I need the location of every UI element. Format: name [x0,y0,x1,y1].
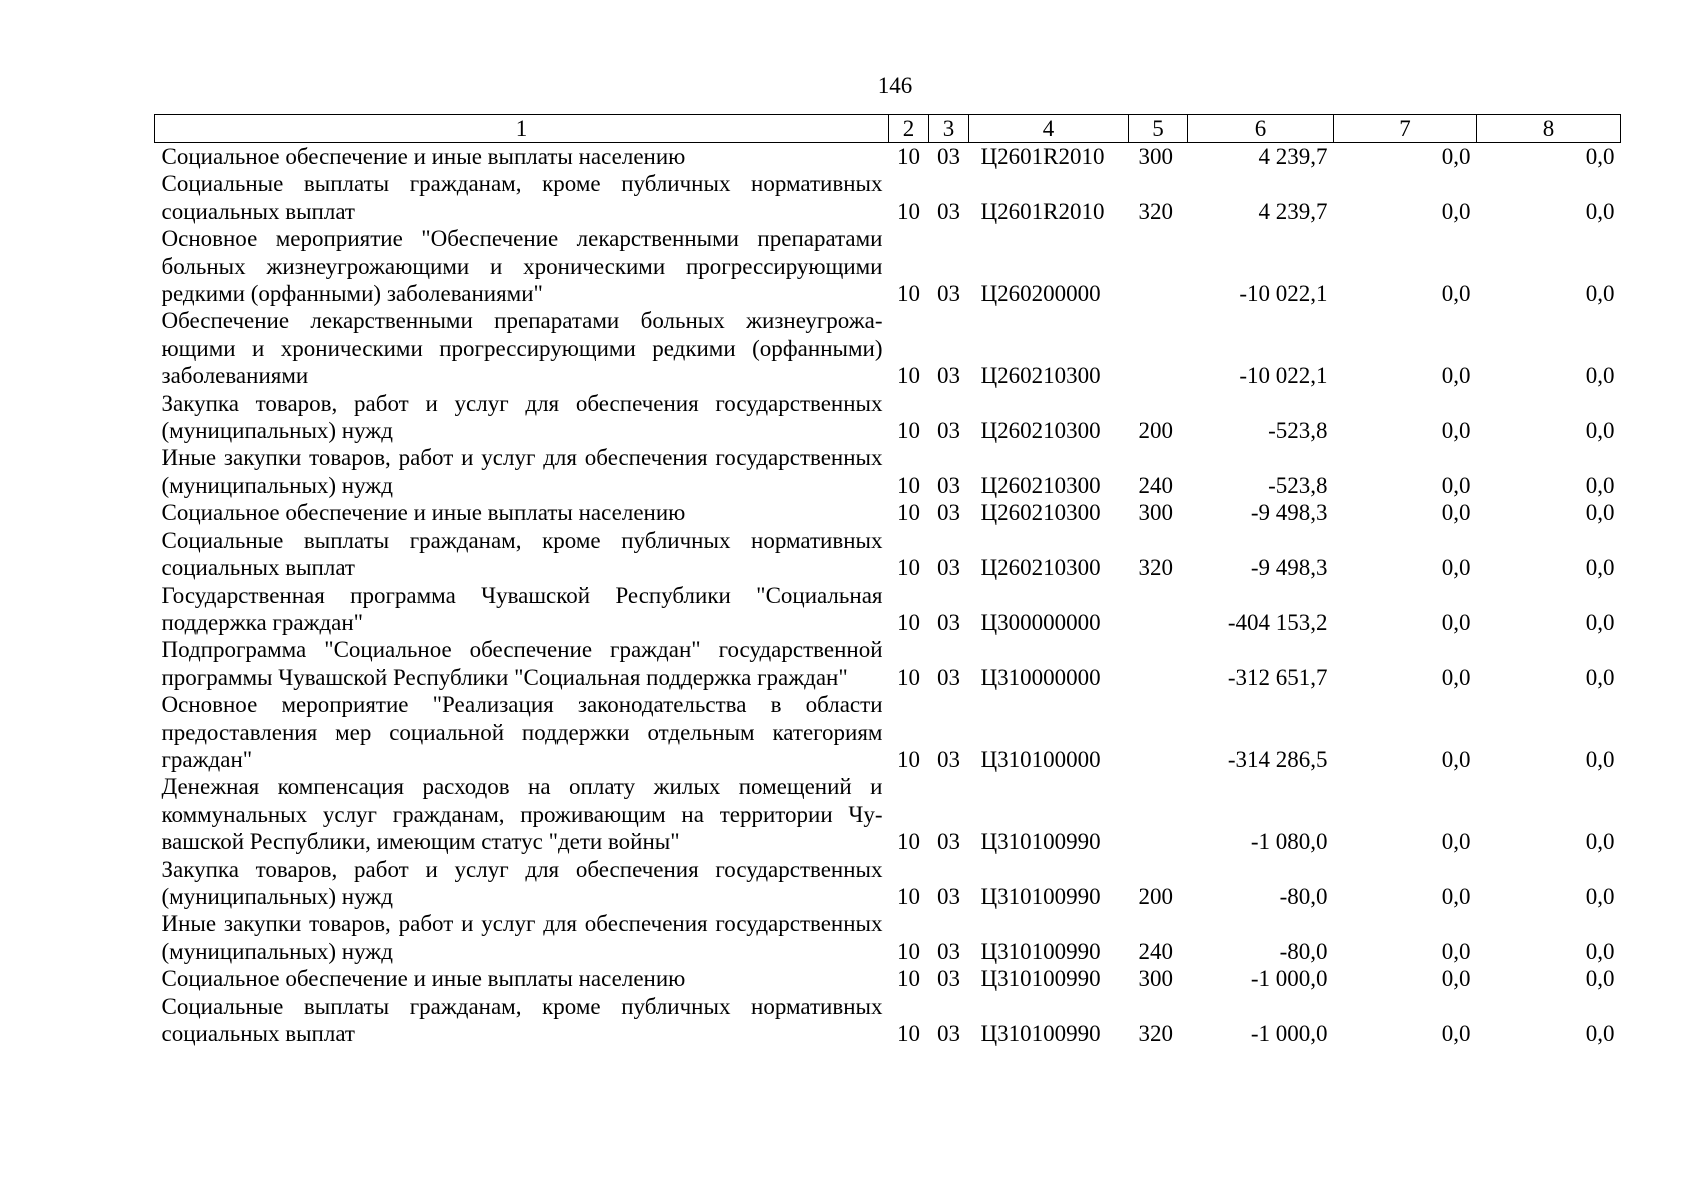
row-amount-col8: 0,0 [1585,609,1615,635]
table-row [155,307,1621,389]
row-subsection: 03 [937,829,960,855]
row-expense-type: 300 [1138,500,1173,526]
table-row [155,170,1621,225]
row-amount-col6: 4 239,7 [1258,144,1328,169]
row-amount-col7: 0,0 [1441,555,1471,581]
row-amount-col7: 0,0 [1441,363,1471,389]
row-expense-type [1129,225,1188,307]
column-header-7: 7 [1334,115,1477,143]
row-section: 10 [897,500,920,526]
table-row [155,499,1621,526]
row-section: 10 [897,472,920,498]
header-row [155,115,1621,143]
row-expense-type [1129,636,1188,691]
row-name: Социальное обеспечение и иные выплаты населению [161,144,686,169]
row-target-article: Ц310100000 [980,746,1101,772]
row-amount-col6: 4 239,7 [1258,198,1328,224]
row-expense-type: 240 [1138,938,1173,964]
row-subsection: 03 [937,555,960,581]
row-subsection: 03 [937,363,960,389]
row-amount-col8: 0,0 [1585,144,1615,169]
row-amount-col6: -314 286,5 [1227,746,1328,772]
row-amount-col6: -80,0 [1279,883,1328,909]
row-target-article: Ц260210300 [980,500,1101,526]
row-amount-col6: -10 022,1 [1239,281,1328,307]
row-section: 10 [897,555,920,581]
row-amount-col8: 0,0 [1585,555,1615,581]
table-row [155,993,1621,1048]
row-expense-type: 320 [1138,555,1173,581]
budget-table [154,114,1621,1047]
row-amount-col8: 0,0 [1585,281,1615,307]
row-amount-col8: 0,0 [1585,829,1615,855]
row-name: Иные закупки товаров, работ и услуг для обеспечения государственных (муниципальных) нужд [161,911,883,964]
table-row [155,636,1621,691]
row-expense-type [1129,582,1188,637]
row-expense-type: 320 [1138,198,1173,224]
row-amount-col6: -1 000,0 [1250,966,1328,992]
row-target-article: Ц2601R2010 [980,144,1105,169]
row-target-article: Ц310000000 [980,664,1101,690]
row-amount-col6: -1 000,0 [1250,1021,1328,1046]
column-header-4: 4 [969,115,1129,143]
row-amount-col7: 0,0 [1441,938,1471,964]
column-header-5: 5 [1129,115,1188,143]
row-amount-col8: 0,0 [1585,883,1615,909]
row-name: Социальные выплаты гражданам, кроме публичных нормативных социальных выплат [161,171,883,224]
row-target-article: Ц310100990 [980,966,1101,992]
row-name: Денежная компенсация расходов на оплату жилых помещений и коммунальных услуг гражданам, проживающим на территории Чувашской Республики, имеющим статус "дети войны" [161,774,883,855]
row-amount-col7: 0,0 [1441,500,1471,526]
row-amount-col8: 0,0 [1585,472,1615,498]
row-subsection: 03 [937,144,960,169]
row-amount-col7: 0,0 [1441,281,1471,307]
row-name: Подпрограмма "Социальное обеспечение граждан" государственной программы Чувашской Республики "Социальная поддержка граждан" [161,637,883,690]
column-header-6: 6 [1188,115,1334,143]
row-name: Социальное обеспечение и иные выплаты населению [161,966,686,992]
table-body [155,143,1621,1048]
row-subsection: 03 [937,966,960,992]
row-amount-col8: 0,0 [1585,746,1615,772]
row-amount-col7: 0,0 [1441,883,1471,909]
row-section: 10 [897,363,920,389]
table-row [155,527,1621,582]
row-subsection: 03 [937,281,960,307]
row-amount-col8: 0,0 [1585,966,1615,992]
row-name: Иные закупки товаров, работ и услуг для обеспечения государственных (муниципальных) нужд [161,445,883,498]
row-amount-col7: 0,0 [1441,966,1471,992]
table-row [155,582,1621,637]
table-row [155,965,1621,992]
row-section: 10 [897,418,920,444]
row-amount-col8: 0,0 [1585,1021,1615,1046]
row-amount-col8: 0,0 [1585,363,1615,389]
row-expense-type: 320 [1138,1021,1173,1046]
row-target-article: Ц310100990 [980,938,1101,964]
row-expense-type: 300 [1138,966,1173,992]
row-section: 10 [897,966,920,992]
row-amount-col7: 0,0 [1441,418,1471,444]
row-target-article: Ц260200000 [980,281,1101,307]
row-target-article: Ц2601R2010 [980,198,1105,224]
row-section: 10 [897,938,920,964]
table-row [155,444,1621,499]
table-row [155,856,1621,911]
row-amount-col7: 0,0 [1441,609,1471,635]
table-row [155,773,1621,855]
row-amount-col7: 0,0 [1441,829,1471,855]
column-header-2: 2 [889,115,929,143]
page-number: 146 [877,73,913,98]
row-expense-type: 240 [1138,472,1173,498]
table-row [155,691,1621,773]
row-subsection: 03 [937,883,960,909]
table-header [155,115,1621,143]
row-expense-type [1129,691,1188,773]
row-subsection: 03 [937,609,960,635]
column-header-8: 8 [1477,115,1621,143]
row-amount-col7: 0,0 [1441,472,1471,498]
row-subsection: 03 [937,418,960,444]
row-section: 10 [897,609,920,635]
row-amount-col6: -312 651,7 [1227,664,1328,690]
row-name: Социальные выплаты гражданам, кроме публичных нормативных социальных выплат [161,527,883,581]
row-section: 10 [897,281,920,307]
row-amount-col6: -9 498,3 [1250,555,1328,581]
row-target-article: Ц310100990 [980,829,1101,855]
row-section: 10 [897,198,920,224]
row-section: 10 [897,746,920,772]
row-amount-col6: -1 080,0 [1250,829,1328,855]
table-row [155,225,1621,307]
column-header-3: 3 [929,115,969,143]
row-amount-col7: 0,0 [1441,198,1471,224]
row-name: Социальные выплаты гражданам, кроме публичных нормативных социальных выплат [161,993,883,1046]
row-target-article: Ц260210300 [980,363,1101,389]
row-amount-col7: 0,0 [1441,144,1471,169]
row-subsection: 03 [937,500,960,526]
row-amount-col6: -404 153,2 [1227,609,1328,635]
row-section: 10 [897,883,920,909]
row-section: 10 [897,1021,920,1046]
row-expense-type [1129,773,1188,855]
row-name: Социальное обеспечение и иные выплаты населению [161,500,686,526]
row-target-article: Ц260210300 [980,555,1101,581]
row-amount-col6: -9 498,3 [1250,500,1328,526]
row-amount-col8: 0,0 [1585,418,1615,444]
row-name: Обеспечение лекарственными препаратами больных жизнеугрожающими и хроническими прогрессирующими редкими (орфанными) заболеваниями [161,308,883,389]
row-amount-col8: 0,0 [1585,938,1615,964]
row-amount-col6: -10 022,1 [1239,363,1328,389]
row-amount-col8: 0,0 [1585,500,1615,526]
row-subsection: 03 [937,472,960,498]
row-amount-col7: 0,0 [1441,746,1471,772]
table-row [155,910,1621,965]
row-subsection: 03 [937,746,960,772]
row-name: Основное мероприятие "Обеспечение лекарственными препаратами больных жизнеугрожающими и хроническими прогрессирующими редкими (орфанными) заболеваниями" [161,226,883,307]
row-amount-col6: -80,0 [1279,938,1328,964]
row-subsection: 03 [937,1021,960,1046]
row-name: Основное мероприятие "Реализация законодательства в области предоставления мер социальной поддержки отдельным категориям граждан" [161,692,883,772]
row-subsection: 03 [937,938,960,964]
row-amount-col8: 0,0 [1585,664,1615,690]
row-name: Государственная программа Чувашской Республики "Социальная поддержка граждан" [161,582,883,635]
row-subsection: 03 [937,198,960,224]
row-target-article: Ц260210300 [980,418,1101,444]
row-subsection: 03 [937,664,960,690]
row-section: 10 [897,829,920,855]
row-name: Закупка товаров, работ и услуг для обеспечения государственных (муниципальных) нужд [161,390,883,444]
row-target-article: Ц310100990 [980,883,1101,909]
row-expense-type [1129,307,1188,389]
row-target-article: Ц260210300 [980,472,1101,498]
row-section: 10 [897,664,920,690]
row-amount-col7: 0,0 [1441,664,1471,690]
row-amount-col6: -523,8 [1268,418,1328,444]
row-amount-col7: 0,0 [1441,1021,1471,1046]
row-expense-type: 300 [1138,144,1173,169]
column-header-1: 1 [155,115,889,143]
row-target-article: Ц300000000 [980,609,1101,635]
row-target-article: Ц310100990 [980,1021,1101,1046]
row-amount-col8: 0,0 [1585,198,1615,224]
table-row [155,390,1621,445]
row-expense-type: 200 [1138,418,1173,444]
row-section: 10 [897,144,920,169]
row-expense-type: 200 [1138,883,1173,909]
row-amount-col6: -523,8 [1268,472,1328,498]
row-name: Закупка товаров, работ и услуг для обеспечения государственных (муниципальных) нужд [161,856,883,909]
table-row [155,143,1621,171]
